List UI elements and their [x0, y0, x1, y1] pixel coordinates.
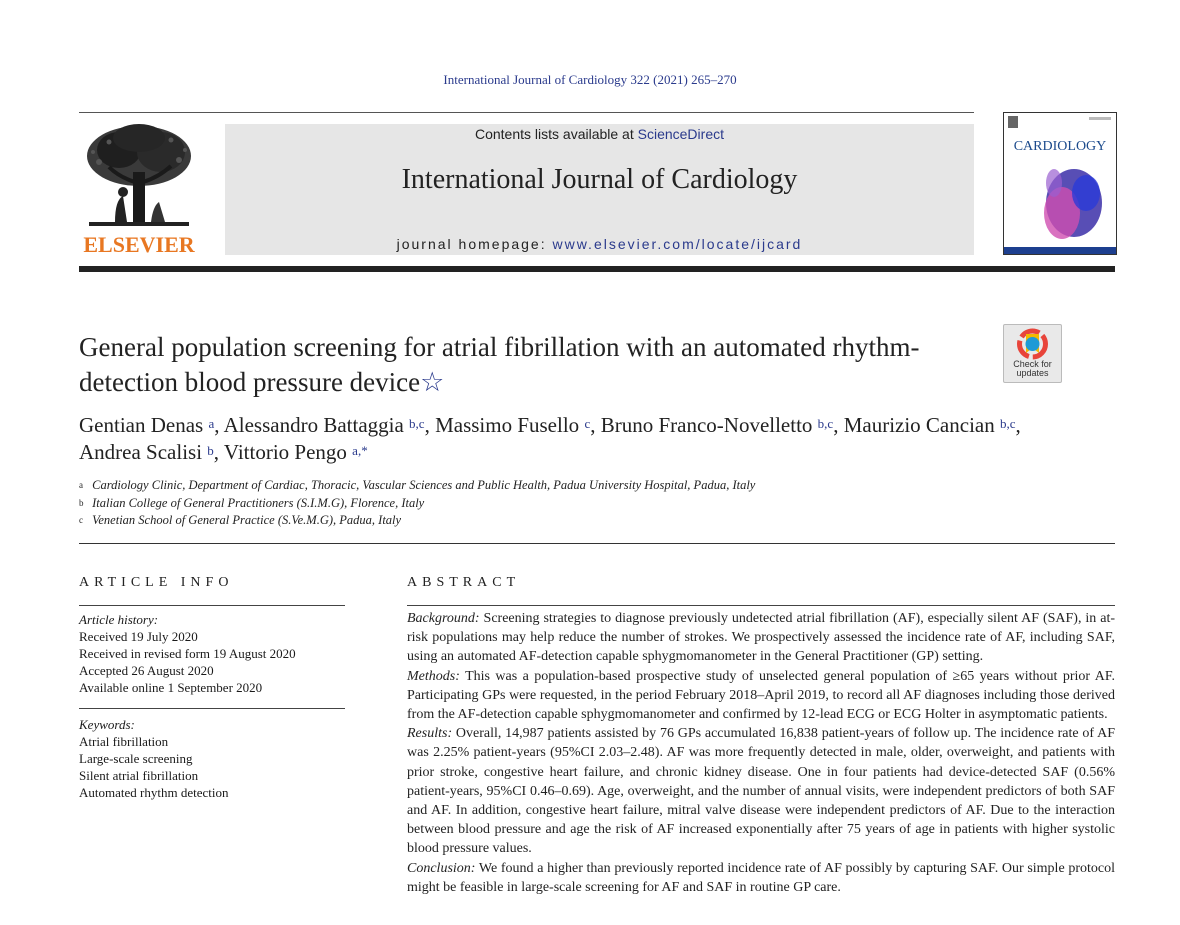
affiliations	[79, 477, 979, 530]
author-affiliation-sup[interactable]: c	[584, 416, 591, 431]
elsevier-wordmark: ELSEVIER	[83, 232, 195, 257]
article-title	[79, 330, 979, 400]
journal-masthead	[225, 124, 974, 255]
affiliation-text: Italian College of General Practitioners (S.I.M.G), Florence, Italy	[92, 495, 425, 510]
author-affiliation-sup[interactable]: b	[207, 443, 214, 458]
affiliation-item	[79, 495, 979, 513]
abstract-section-label: Results:	[407, 726, 453, 742]
abstract-heading: ABSTRACT	[407, 575, 521, 590]
keyword-item: Large-scale screening	[79, 751, 193, 766]
affiliation-item	[79, 512, 979, 530]
keywords-rule	[79, 708, 345, 709]
affiliation-text: Venetian School of General Practice (S.Ve.M.G), Padua, Italy	[92, 513, 402, 527]
affiliation-sup: b	[79, 497, 84, 508]
contents-line	[225, 126, 974, 142]
author-name[interactable]: Andrea Scalisi	[79, 440, 203, 464]
keyword-item: Silent atrial fibrillation	[79, 768, 199, 783]
author-affiliation-sup[interactable]: b,c	[817, 416, 834, 431]
elsevier-logo[interactable]	[79, 122, 199, 258]
abstract-section-text: This was a population-based prospective study of unselected general population of ≥65 years without prior AF. Participating GPs were requested, in the period February 2018–April 2019, to record all AF diagnoses including those derived from the AF-detection capable sphygmomanometer and confirmed by 12-lead ECG or ECG Holter in asymptomatic patients.	[407, 668, 1115, 723]
check-for-updates-button[interactable]	[1003, 324, 1062, 383]
abstract-body	[407, 609, 1115, 897]
keyword-item: Automated rhythm detection	[79, 785, 229, 800]
article-info-rule	[79, 605, 345, 606]
abstract-section-text: We found a higher than previously reported incidence rate of AF possibly by capturing SAF. Our simple protocol might be feasible in large-scale screening for AF and SAF in routine GP care.	[407, 860, 1115, 895]
author-affiliation-sup[interactable]: b,c	[409, 416, 425, 431]
abstract-section-text: Overall, 14,987 patients assisted by 76 GPs accumulated 16,838 patient-years of follow up. The incidence rate of AF was 2.25% patient-years (95%CI 2.03–2.48). AF was more frequently detected in male, older, overweight, and patients with prior stroke, congestive heart failure, and chronic kidney disease. One in four patients had device-detected SAF (0.56% patient-years, 95%CI 0.46–0.69). Age, overweight, and the number of annual visits, were independent predictors of both SAF and AF. In addition, congestive heart failure, mitral valve disease were independent predictors of AF. Due to the interaction between blood pressure and age the risk of AF increased exponentially after 75 years of age in patients with higher systolic blood pressure values.	[407, 726, 1115, 857]
affiliation-item	[79, 477, 979, 495]
abstract-background	[407, 609, 1115, 667]
abstract-rule	[407, 605, 1115, 606]
author-affiliation-sup[interactable]: b,c	[999, 416, 1016, 431]
abstract-methods	[407, 667, 1115, 725]
history-item: Received in revised form 19 August 2020	[79, 646, 296, 661]
history-item: Accepted 26 August 2020	[79, 663, 214, 678]
history-label: Article history:	[79, 612, 159, 627]
author-name[interactable]: Alessandro Battaggia	[223, 413, 404, 437]
journal-cover-thumbnail[interactable]	[1003, 112, 1117, 255]
affiliation-sup: a	[79, 480, 83, 490]
abstract-section-label: Background:	[407, 611, 480, 626]
abstract-section-label: Methods:	[407, 668, 460, 684]
abstract-conclusion	[407, 859, 1115, 897]
keyword-item: Atrial fibrillation	[79, 734, 169, 749]
affiliation-sup: c	[79, 515, 83, 525]
article-info-heading: ARTICLE INFO	[79, 575, 234, 590]
abstract-results	[407, 724, 1115, 858]
title-footnote-star[interactable]: ☆	[420, 367, 445, 397]
crossmark-label: Check for updates	[1013, 359, 1052, 378]
elsevier-tree-icon	[79, 122, 199, 234]
author-name[interactable]: Vittorio Pengo	[223, 440, 347, 464]
homepage-link[interactable]: www.elsevier.com/locate/ijcard	[552, 236, 803, 252]
keywords	[79, 716, 345, 801]
author-list: Gentian Denas $^a$, Alessandro Battaggia $^{b,c}$, Massimo Fusello $^c$, Bruno Franco-Novelletto $^{b,c}$, Maurizio Cancian $^{b,c}$, Andrea Scalisi $^b$, Vittorio Pengo $^{a,*}$	[79, 413, 1021, 464]
masthead-rule	[79, 266, 1115, 272]
article-title-text: General population screening for atrial fibrillation with an automated rhythm-detection blood pressure device	[79, 332, 920, 397]
journal-citation[interactable]: International Journal of Cardiology 322 (2021) 265–270	[443, 72, 737, 87]
history-item: Available online 1 September 2020	[79, 680, 263, 695]
author-affiliation-sup[interactable]: a,*	[352, 443, 368, 458]
abstract-section-text: Screening strategies to diagnose previously undetected atrial fibrillation (AF), especially silent AF (SAF), in at-risk populations may help reduce the number of strokes. We prospectively assessed the incidence rate of AF, including SAF, using an automated AF-detection capable sphygmomanometer in the General Practitioner (GP) setting.	[407, 611, 1115, 665]
author-affiliation-sup[interactable]: a	[208, 416, 215, 431]
article-history	[79, 611, 345, 696]
cover-art-icon	[1004, 113, 1116, 254]
author-name[interactable]: Maurizio Cancian	[843, 413, 995, 437]
top-rule	[79, 112, 974, 113]
homepage-prefix: journal homepage:	[396, 236, 553, 252]
cover-journal-name: CARDIOLOGY	[1013, 139, 1107, 154]
author-name[interactable]: Gentian Denas	[79, 413, 204, 437]
history-item: Received 19 July 2020	[79, 629, 198, 644]
sciencedirect-link[interactable]: ScienceDirect	[637, 126, 724, 142]
contents-prefix: Contents lists available at	[474, 126, 638, 142]
affiliation-text: Cardiology Clinic, Department of Cardiac, Thoracic, Vascular Sciences and Public Health, Padua University Hospital, Padua, Italy	[92, 478, 756, 492]
author-name[interactable]: Bruno Franco-Novelletto	[600, 413, 813, 437]
crossmark-icon	[1004, 327, 1061, 361]
keywords-label: Keywords:	[79, 717, 135, 732]
journal-title: International Journal of Cardiology	[401, 164, 798, 195]
section-rule	[79, 543, 1115, 544]
abstract-section-label: Conclusion:	[407, 860, 476, 876]
author-name[interactable]: Massimo Fusello	[435, 413, 580, 437]
homepage-line	[225, 236, 974, 252]
